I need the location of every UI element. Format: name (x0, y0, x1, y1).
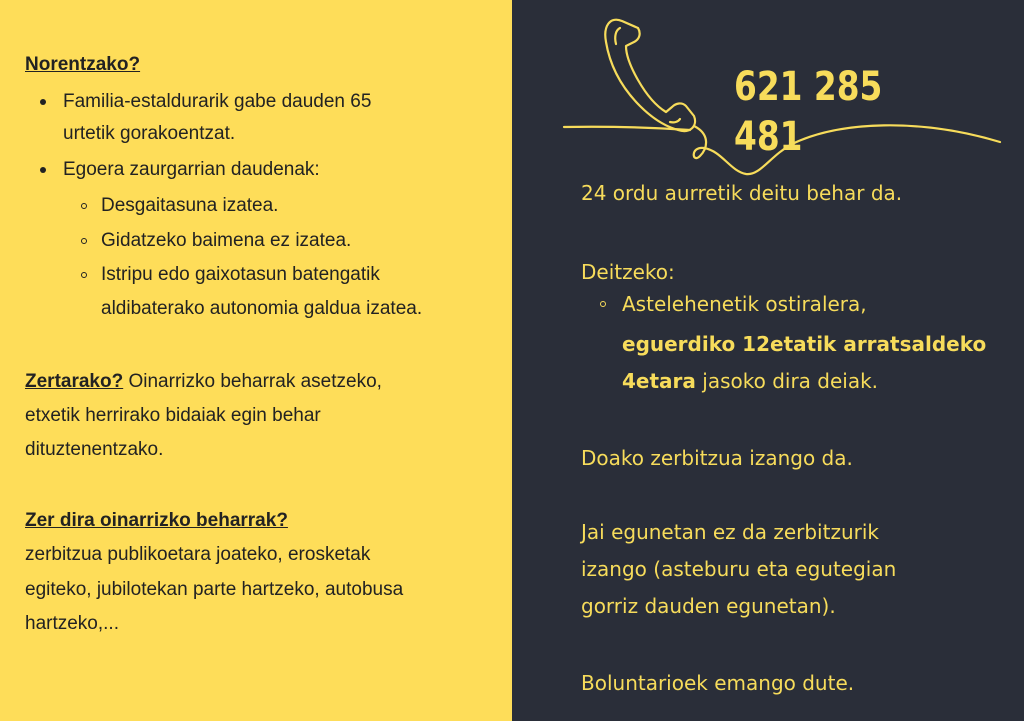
sub-bullet-icon (600, 301, 606, 307)
schedule-line-3 (622, 369, 878, 393)
purpose-line-1 (25, 370, 382, 394)
purpose-text: Oinarrizko beharrak asetzeko, (123, 371, 382, 392)
schedule-line-1: Astelehenetik ostiralera, (622, 292, 867, 316)
holidays-line-2: izango (asteburu eta egutegian (581, 557, 897, 581)
volunteers-text: Boluntarioek emango dute. (581, 671, 855, 695)
who-item-2-line-1: Egoera zaurgarrian daudenak: (63, 159, 320, 180)
holidays-line-3: gorriz dauden egunetan). (581, 594, 836, 618)
bullet-icon (560, 680, 566, 686)
who-subitem-3-line-2: aldibaterako autonomia galdua izatea. (101, 298, 423, 319)
bullet-icon (560, 455, 566, 461)
schedule-line-3-rest: jasoko dira deiak. (695, 369, 879, 393)
who-subitem-3-line-1: Istripu edo gaixotasun batengatik (101, 264, 380, 285)
who-subitem-2: Gidatzeko baimena ez izatea. (101, 230, 352, 251)
who-subitem-1: Desgaitasuna izatea. (101, 195, 279, 216)
bullet-icon (40, 167, 46, 173)
sub-bullet-icon (81, 272, 87, 278)
sub-bullet-icon (81, 203, 87, 209)
right-content (512, 0, 1024, 721)
holidays-line-1: Jai egunetan ez da zerbitzurik (581, 520, 879, 544)
schedule-line-2: eguerdiko 12etatik arratsaldeko (622, 332, 987, 356)
to-call-text: Deitzeko: (581, 260, 675, 284)
schedule-time-end: 4etara (622, 369, 696, 393)
call-ahead-text: 24 ordu aurretik deitu behar da. (581, 181, 903, 205)
bullet-icon (560, 190, 566, 196)
who-heading: Norentzako? (25, 54, 141, 75)
needs-line-1: zerbitzua publikoetara joateko, erosketak (25, 544, 371, 565)
phone-number: 621 285 481 (734, 64, 883, 160)
bullet-icon (560, 529, 566, 535)
needs-line-3: hartzeko,... (25, 613, 119, 634)
purpose-line-3: dituztenentzako. (25, 439, 164, 460)
purpose-line-2: etxetik herrirako bidaiak egin behar (25, 405, 321, 426)
bullet-icon (560, 269, 566, 275)
needs-line-2: egiteko, jubilotekan parte hartzeko, autobusa (25, 579, 404, 600)
who-item-1-line-1: Familia-estaldurarik gabe dauden 65 (63, 91, 372, 112)
purpose-heading: Zertarako? (25, 371, 124, 392)
bullet-icon (40, 99, 46, 105)
who-item-1-line-2: urtetik gorakoentzat. (63, 123, 236, 144)
needs-heading: Zer dira oinarrizko beharrak? (25, 510, 288, 531)
free-service-text: Doako zerbitzua izango da. (581, 446, 853, 470)
sub-bullet-icon (81, 238, 87, 244)
